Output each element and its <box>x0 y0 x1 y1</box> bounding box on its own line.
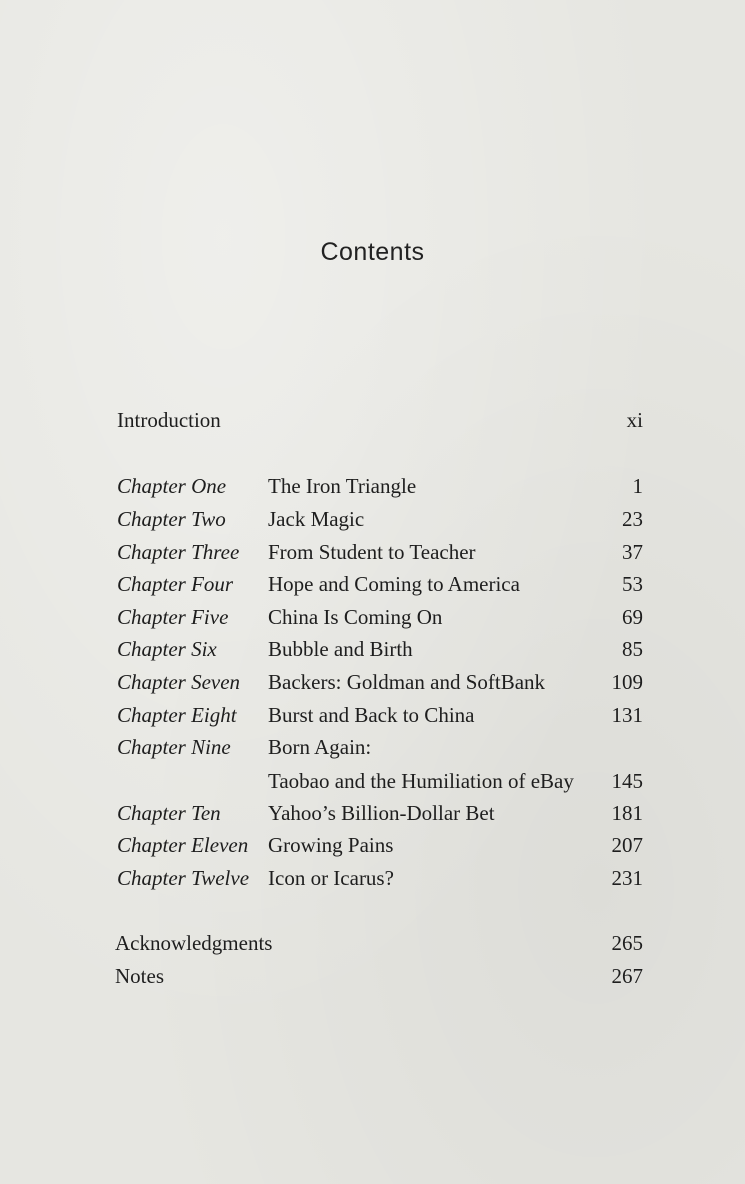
toc-entry-notes <box>0 962 745 990</box>
toc-entry-chapter-two <box>0 505 745 533</box>
chapter-title: Backers: Goldman and SoftBank <box>268 670 546 694</box>
chapter-label: Chapter Seven <box>117 670 241 694</box>
chapter-label: Chapter Two <box>117 507 226 531</box>
toc-entry-chapter-five <box>0 603 745 631</box>
chapter-page: 23 <box>622 507 643 531</box>
chapter-title: Jack Magic <box>268 507 365 531</box>
entry-label: Introduction <box>117 408 221 432</box>
chapter-title: Icon or Icarus? <box>268 866 394 890</box>
toc-entry-acknowledgments <box>0 929 745 957</box>
chapter-page: 109 <box>611 670 643 694</box>
entry-page: xi <box>626 408 643 432</box>
chapter-title: Burst and Back to China <box>268 703 475 727</box>
chapter-page: 181 <box>611 801 643 825</box>
toc-entry-chapter-three <box>0 538 745 566</box>
chapter-page: 1 <box>632 474 643 498</box>
entry-label: Acknowledgments <box>115 931 273 955</box>
chapter-title: Yahoo’s Billion-Dollar Bet <box>268 801 495 825</box>
entry-page: 265 <box>611 931 643 955</box>
chapter-label: Chapter Eight <box>117 703 237 727</box>
chapter-page: 231 <box>611 866 643 890</box>
chapter-title: From Student to Teacher <box>268 540 476 564</box>
chapter-page: 53 <box>622 572 643 596</box>
chapter-label: Chapter One <box>117 474 227 498</box>
chapter-page: 131 <box>611 703 643 727</box>
toc-entry-chapter-ten <box>0 799 745 827</box>
chapter-label: Chapter Eleven <box>117 833 249 857</box>
entry-label: Notes <box>115 964 164 988</box>
chapter-page: 37 <box>622 540 643 564</box>
toc-entry-introduction <box>0 406 745 434</box>
entry-page: 267 <box>611 964 643 988</box>
toc-entry-chapter-six <box>0 635 745 663</box>
chapter-label: Chapter Three <box>117 540 240 564</box>
toc-entry-chapter-nine <box>0 733 745 761</box>
toc-entry-chapter-seven <box>0 668 745 696</box>
chapter-page: 207 <box>611 833 643 857</box>
toc-entry-chapter-eleven <box>0 831 745 859</box>
chapter-title: Growing Pains <box>268 833 394 857</box>
toc-entry-chapter-twelve <box>0 864 745 892</box>
chapter-title: Bubble and Birth <box>268 637 413 661</box>
chapter-label: Chapter Five <box>117 605 229 629</box>
toc-entry-chapter-nine-continued <box>0 767 745 795</box>
chapter-label: Chapter Six <box>117 637 217 661</box>
contents-heading: Contents <box>320 238 425 266</box>
toc-entry-chapter-four <box>0 570 745 598</box>
chapter-title: China Is Coming On <box>268 605 443 629</box>
chapter-page: 85 <box>622 637 643 661</box>
chapter-page: 145 <box>611 769 643 793</box>
chapter-label: Chapter Ten <box>117 801 221 825</box>
chapter-label: Chapter Twelve <box>117 866 250 890</box>
toc-entry-chapter-eight <box>0 701 745 729</box>
toc-entry-chapter-one <box>0 472 745 500</box>
chapter-title: The Iron Triangle <box>268 474 417 498</box>
chapter-label: Chapter Nine <box>117 735 231 759</box>
chapter-page: 69 <box>622 605 643 629</box>
chapter-title: Hope and Coming to America <box>268 572 520 596</box>
chapter-title-continued: Taobao and the Humiliation of eBay <box>268 769 574 793</box>
chapter-label: Chapter Four <box>117 572 234 596</box>
chapter-title: Born Again: <box>268 735 372 759</box>
